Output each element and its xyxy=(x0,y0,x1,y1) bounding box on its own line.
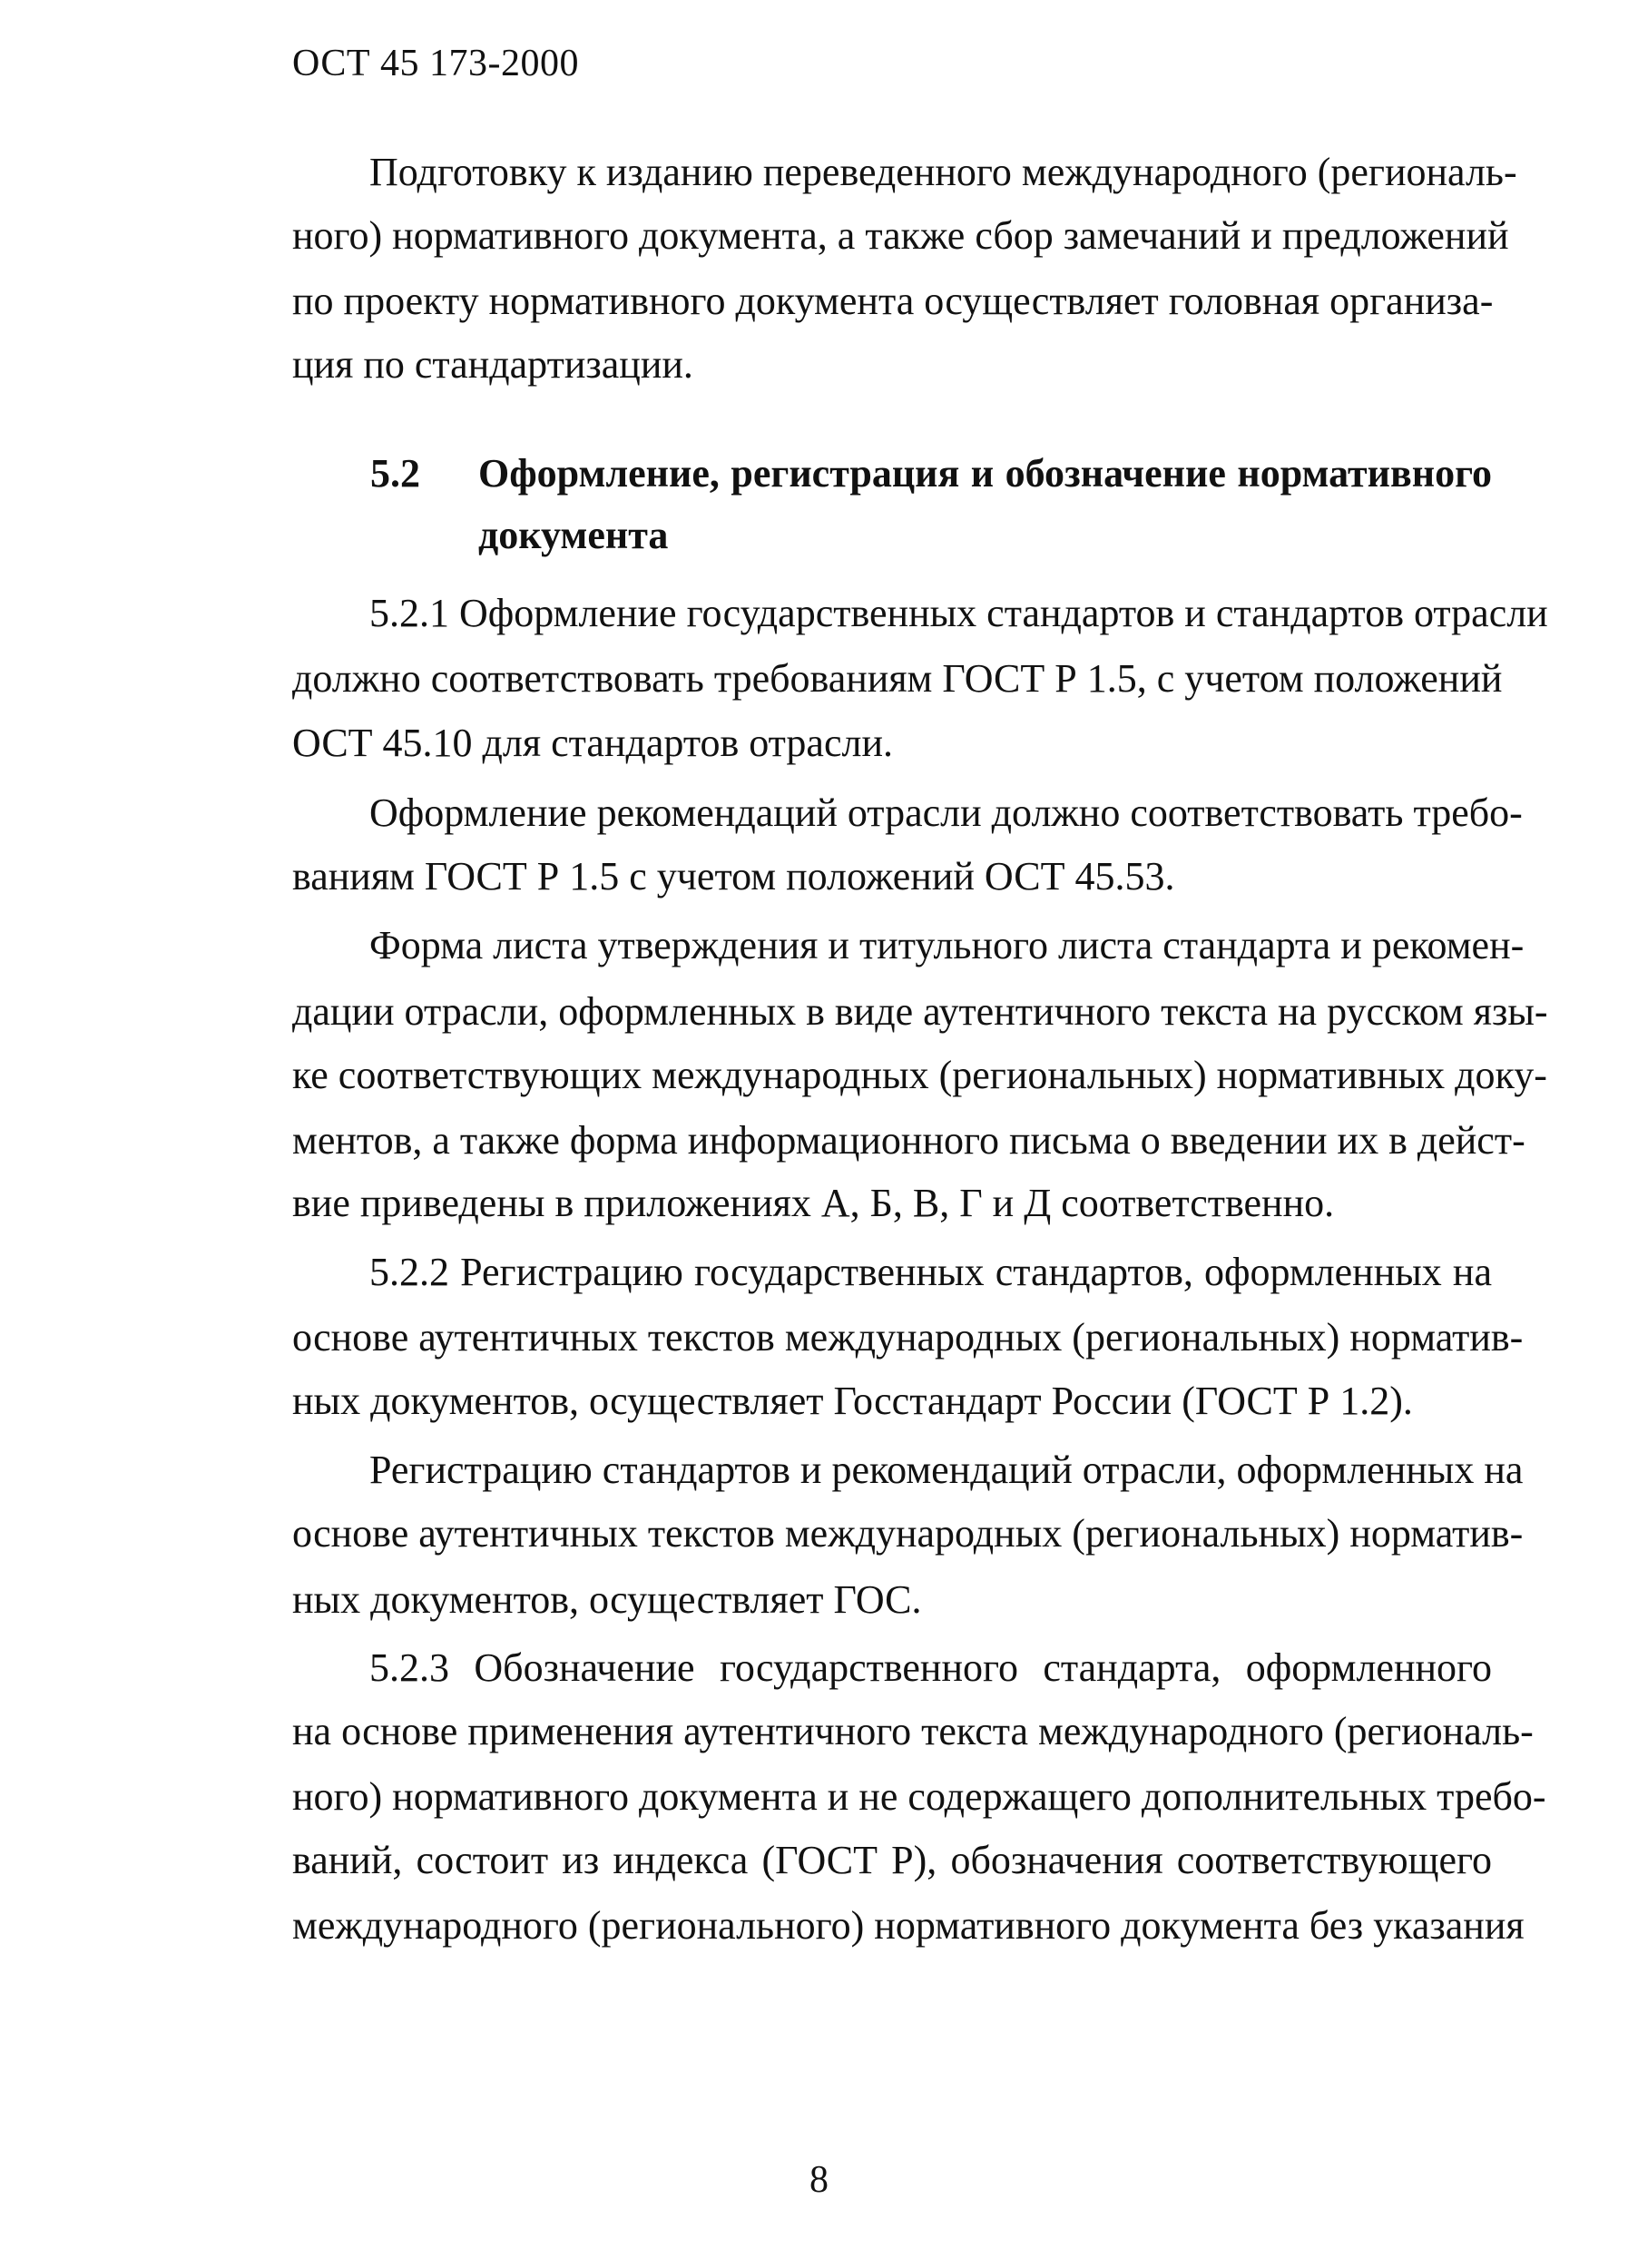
section-title-continuation: документа xyxy=(478,513,669,557)
text-line: 5.2.1 Оформление государственных стандартов и стандартов отрасли xyxy=(369,591,1548,635)
text-line: ОСТ 45.10 для стандартов отрасли. xyxy=(292,721,893,765)
document-code-header: ОСТ 45 173-2000 xyxy=(292,43,579,84)
text-line: Оформление рекомендаций отрасли должно соответствовать требо- xyxy=(369,790,1523,835)
text-line: Форма листа утверждения и титульного листа стандарта и рекомен- xyxy=(369,923,1525,967)
text-line: вие приведены в приложениях А, Б, В, Г и Д соответственно. xyxy=(292,1181,1335,1225)
text-line: ке соответствующих международных (региональных) нормативных доку- xyxy=(292,1053,1547,1097)
page-number: 8 xyxy=(809,2159,829,2201)
text-line: ного) нормативного документа и не содержащего дополнительных требо- xyxy=(292,1774,1546,1819)
text-line: по проекту нормативного документа осуществляет головная организа- xyxy=(292,279,1494,323)
text-line: международного (регионального) нормативного документа без указания xyxy=(292,1903,1525,1948)
text-line: ных документов, осуществляет Госстандарт России (ГОСТ Р 1.2). xyxy=(292,1379,1413,1423)
text-line: дации отрасли, оформленных в виде аутентичного текста на русском язы- xyxy=(292,989,1548,1034)
text-line: должно соответствовать требованиям ГОСТ Р 1.5, с учетом положений xyxy=(292,656,1503,701)
text-line: основе аутентичных текстов международных (региональных) норматив- xyxy=(292,1315,1524,1360)
text-line: ных документов, осуществляет ГОС. xyxy=(292,1577,922,1622)
text-line: Подготовку к изданию переведенного международного (региональ- xyxy=(369,150,1517,194)
text-line: ваниям ГОСТ Р 1.5 с учетом положений ОСТ 45.53. xyxy=(292,854,1175,898)
text-line: ментов, а также форма информационного письма о введении их в дейст- xyxy=(292,1118,1525,1163)
text-line: основе аутентичных текстов международных (региональных) норматив- xyxy=(292,1511,1524,1556)
text-line: на основе применения аутентичного текста международного (региональ- xyxy=(292,1709,1534,1753)
text-line: 5.2.3 Обозначение государственного стандарта, оформленного xyxy=(369,1645,1492,1690)
section-title: Оформление, регистрация и обозначение нормативного xyxy=(478,451,1492,496)
text-line: Регистрацию стандартов и рекомендаций отрасли, оформленных на xyxy=(369,1448,1524,1492)
text-line: ция по стандартизации. xyxy=(292,342,693,387)
text-line: 5.2.2 Регистрацию государственных стандартов, оформленных на xyxy=(369,1250,1492,1294)
section-number: 5.2 xyxy=(370,451,420,496)
text-line: ного) нормативного документа, а также сбор замечаний и предложений xyxy=(292,213,1509,258)
text-line: ваний, состоит из индекса (ГОСТ Р), обозначения соответствующего xyxy=(292,1838,1492,1882)
